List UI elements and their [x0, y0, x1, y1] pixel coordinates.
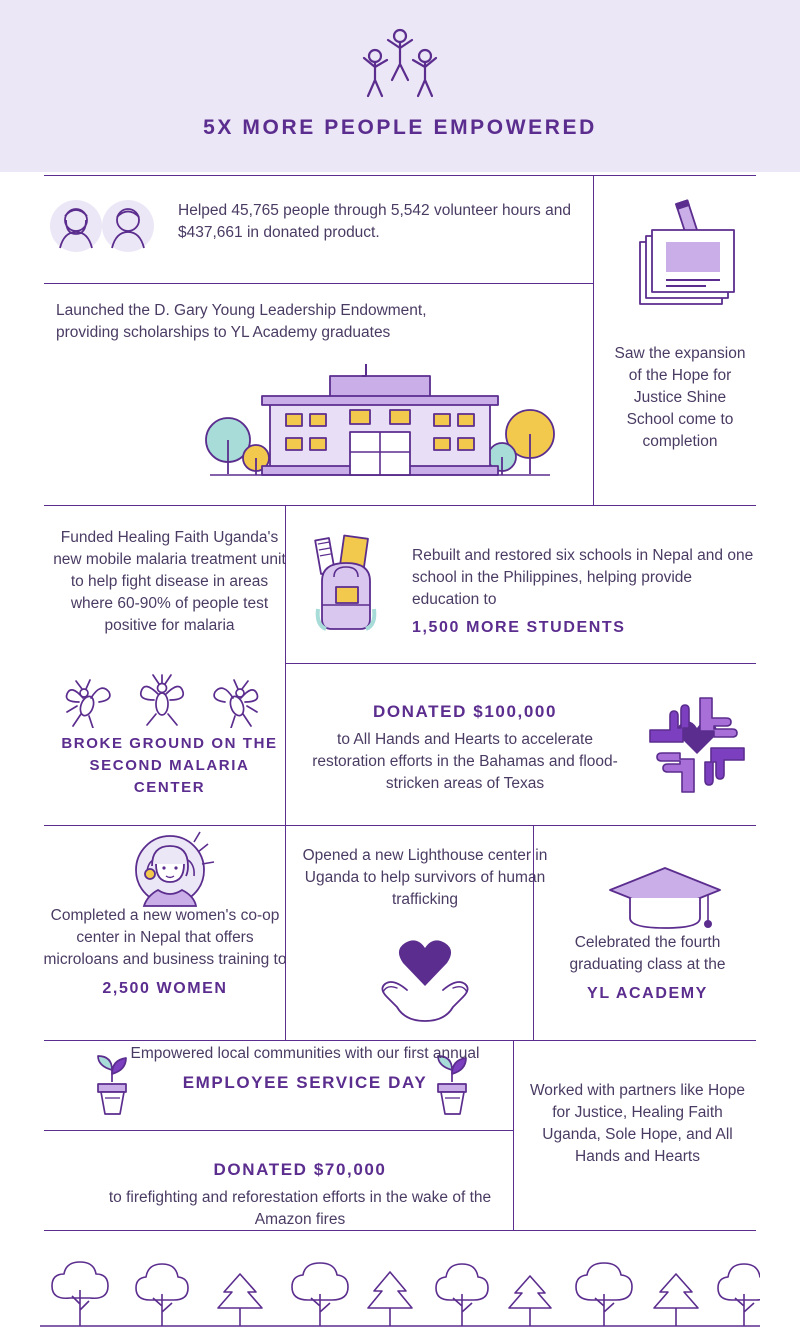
divider [44, 825, 756, 826]
endowment-text: Launched the D. Gary Young Leadership Endowment, providing scholarships to YL Academy graduates [56, 302, 427, 341]
all-hands-text: to All Hands and Hearts to accelerate restoration efforts in the Bahamas and flood-stricken areas of Texas [312, 731, 618, 793]
divider [285, 663, 756, 664]
academy-text: Celebrated the fourth graduating class at the [569, 934, 726, 973]
service-day-text: Empowered local communities with our first annual [130, 1045, 480, 1062]
divider [44, 1040, 756, 1041]
all-hands-highlight: DONATED $100,000 [372, 702, 558, 721]
divider [44, 505, 756, 506]
shine-school-text: Saw the expansion of the Hope for Justice Shine School come to completion [614, 345, 746, 450]
lighthouse-text: Opened a new Lighthouse center in Uganda to help survivors of human trafficking [302, 847, 548, 908]
coop-text: Completed a new women's co-op center in Nepal that offers microloans and business training to [43, 907, 287, 968]
divider [44, 283, 593, 284]
people-celebrating-icon [358, 26, 442, 102]
header [0, 0, 800, 172]
coop-highlight: 2,500 WOMEN [102, 980, 228, 997]
volunteers-text: Helped 45,765 people through 5,542 volunteer hours and $437,661 in donated product. [178, 202, 571, 241]
graduation-cap-icon [600, 860, 730, 940]
schools-rebuilt-text: Rebuilt and restored six schools in Nepal and one school in the Philippines, helping provide education to [412, 547, 754, 608]
divider [593, 175, 594, 505]
divider [513, 1040, 514, 1230]
woman-icon [110, 830, 230, 910]
all-hands-cell [300, 700, 630, 795]
service-day-highlight: EMPLOYEE SERVICE DAY [182, 1073, 428, 1092]
schools-rebuilt-cell [412, 545, 757, 640]
divider [44, 175, 756, 176]
academy-highlight: YL ACADEMY [587, 985, 708, 1002]
amazon-cell [100, 1158, 500, 1231]
schools-rebuilt-highlight: 1,500 MORE STUDENTS [412, 619, 626, 636]
coop-cell [40, 905, 290, 1001]
hands-heart-icon [640, 690, 755, 800]
partners-text: Worked with partners like Hope for Justice, Healing Faith Uganda, Sole Hope, and All Hands and Hearts [529, 1082, 746, 1165]
two-people-icon [44, 196, 164, 256]
heart-in-hands-icon [345, 940, 505, 1030]
mosquitoes-icon [55, 672, 285, 728]
academy-cell [540, 932, 755, 1006]
malaria-highlight: BROKE GROUND ON THE SECOND MALARIA CENTER [61, 735, 278, 796]
notebook-pencil-icon [622, 196, 742, 316]
malaria-text: Funded Healing Faith Uganda's new mobile malaria treatment unit to help fight disease in areas where 60-90% of people test positive for malaria [53, 529, 286, 634]
backpack-icon [300, 533, 400, 643]
forest-trees-icon [40, 1238, 760, 1328]
divider [44, 1130, 513, 1131]
amazon-highlight: DONATED $70,000 [213, 1160, 387, 1179]
page-title: 5X MORE PEOPLE EMPOWERED [203, 116, 597, 139]
amazon-text: to firefighting and reforestation efforts in the wake of the Amazon fires [108, 1189, 492, 1229]
service-day-cell [130, 1043, 480, 1095]
school-building-icon [190, 362, 570, 492]
